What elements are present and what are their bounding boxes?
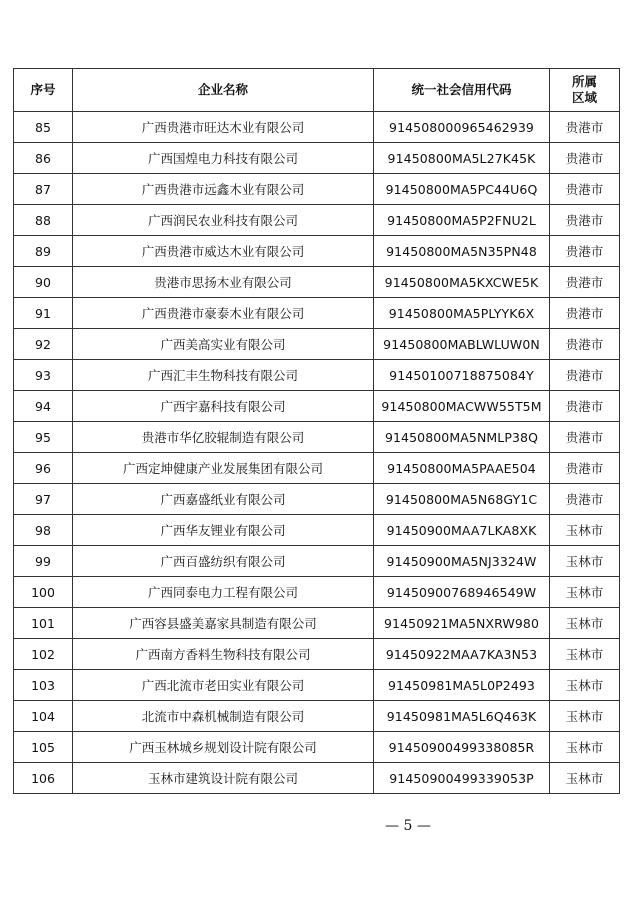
company-name-cell: 玉林市建筑设计院有限公司: [73, 763, 374, 794]
company-name-cell: 贵港市思扬木业有限公司: [73, 267, 374, 298]
table-row: [14, 701, 620, 732]
region-cell: 贵港市: [550, 360, 620, 391]
region-cell: 玉林市: [550, 763, 620, 794]
serial-number-cell: 87: [14, 174, 73, 205]
region-cell: 玉林市: [550, 732, 620, 763]
credit-code-cell: 914509007689465​49W: [374, 577, 550, 608]
company-name-cell: 广西定坤健康产业发展集团有限公司: [73, 453, 374, 484]
region-cell: 贵港市: [550, 267, 620, 298]
company-name-cell: 贵港市华亿胶辊制造有限公司: [73, 422, 374, 453]
credit-code-cell: 91450800MA5PLYYK6X: [374, 298, 550, 329]
company-name-cell: 北流市中森机械制造有限公司: [73, 701, 374, 732]
region-cell: 玉林市: [550, 639, 620, 670]
serial-number-cell: 101: [14, 608, 73, 639]
header-region-line2: 区域: [571, 90, 597, 105]
credit-code-cell: 91450800MA5P2FNU2L: [374, 205, 550, 236]
credit-code-cell: 91450800MACWW55T5M: [374, 391, 550, 422]
table-row: [14, 236, 620, 267]
credit-code-cell: 91450800MA5PC44U6Q: [374, 174, 550, 205]
table-row: [14, 639, 620, 670]
region-cell: 玉林市: [550, 515, 620, 546]
table-row: [14, 298, 620, 329]
header-serial-number: 序号: [14, 69, 73, 112]
serial-number-cell: 106: [14, 763, 73, 794]
table-row: [14, 143, 620, 174]
table-row: [14, 546, 620, 577]
region-cell: 贵港市: [550, 236, 620, 267]
credit-code-cell: 91450900MA5NJ3324W: [374, 546, 550, 577]
region-cell: 贵港市: [550, 484, 620, 515]
credit-code-cell: 91450800MA5N35PN48: [374, 236, 550, 267]
serial-number-cell: 91: [14, 298, 73, 329]
company-name-cell: 广西嘉盛纸业有限公司: [73, 484, 374, 515]
serial-number-cell: 103: [14, 670, 73, 701]
serial-number-cell: 105: [14, 732, 73, 763]
header-region: [550, 69, 620, 112]
serial-number-cell: 98: [14, 515, 73, 546]
region-cell: 贵港市: [550, 143, 620, 174]
table-row: [14, 732, 620, 763]
credit-code-cell: 91450900MAA7LKA8XK: [374, 515, 550, 546]
serial-number-cell: 89: [14, 236, 73, 267]
table-row: [14, 453, 620, 484]
credit-code-cell: 91450800MA5KXCWE5K: [374, 267, 550, 298]
serial-number-cell: 102: [14, 639, 73, 670]
company-name-cell: 广西玉林城乡规划设计院有限公司: [73, 732, 374, 763]
region-cell: 玉林市: [550, 546, 620, 577]
credit-code-cell: 91450800MA5N68GY1C: [374, 484, 550, 515]
company-name-cell: 广西贵港市远鑫木业有限公司: [73, 174, 374, 205]
serial-number-cell: 104: [14, 701, 73, 732]
region-cell: 贵港市: [550, 205, 620, 236]
table-row: [14, 763, 620, 794]
table-row: [14, 174, 620, 205]
company-name-cell: 广西汇丰生物科技有限公司: [73, 360, 374, 391]
table-row: [14, 484, 620, 515]
serial-number-cell: 88: [14, 205, 73, 236]
region-cell: 玉林市: [550, 577, 620, 608]
serial-number-cell: 85: [14, 112, 73, 143]
serial-number-cell: 99: [14, 546, 73, 577]
region-cell: 玉林市: [550, 670, 620, 701]
credit-code-cell: 91450922MAA7KA3N53: [374, 639, 550, 670]
company-name-cell: 广西宇嘉科技有限公司: [73, 391, 374, 422]
region-cell: 贵港市: [550, 112, 620, 143]
region-cell: 玉林市: [550, 701, 620, 732]
credit-code-cell: 91450900499338085R: [374, 732, 550, 763]
region-cell: 贵港市: [550, 391, 620, 422]
credit-code-cell: 91450800MA5PAAE504: [374, 453, 550, 484]
serial-number-cell: 97: [14, 484, 73, 515]
region-cell: 贵港市: [550, 329, 620, 360]
table-row: [14, 360, 620, 391]
company-name-cell: 广西北流市老田实业有限公司: [73, 670, 374, 701]
company-name-cell: 广西润民农业科技有限公司: [73, 205, 374, 236]
serial-number-cell: 95: [14, 422, 73, 453]
credit-code-cell: 91450981MA5L0P2493: [374, 670, 550, 701]
credit-code-cell: 91450100718875084Y: [374, 360, 550, 391]
company-name-cell: 广西南方香料生物科技有限公司: [73, 639, 374, 670]
table-row: [14, 577, 620, 608]
credit-code-cell: 91450800MABLWLUW0N: [374, 329, 550, 360]
company-name-cell: 广西华友锂业有限公司: [73, 515, 374, 546]
company-name-cell: 广西贵港市豪泰木业有限公司: [73, 298, 374, 329]
table-row: [14, 608, 620, 639]
header-region-line1: 所属: [571, 74, 597, 89]
serial-number-cell: 92: [14, 329, 73, 360]
company-name-cell: 广西百盛纺织有限公司: [73, 546, 374, 577]
region-cell: 玉林市: [550, 608, 620, 639]
table-row: [14, 112, 620, 143]
credit-code-cell: 91450981MA5L6Q463K: [374, 701, 550, 732]
table-row: [14, 670, 620, 701]
credit-code-cell: 91450921MA5NXRW980: [374, 608, 550, 639]
credit-code-cell: 91450800MA5NMLP38Q: [374, 422, 550, 453]
header-credit-code: 统一社会信用代码: [374, 69, 550, 112]
company-name-cell: 广西同泰电力工程有限公司: [73, 577, 374, 608]
serial-number-cell: 94: [14, 391, 73, 422]
table-row: [14, 391, 620, 422]
table-body: [14, 112, 620, 794]
region-cell: 贵港市: [550, 298, 620, 329]
table-row: [14, 329, 620, 360]
credit-code-cell: 914508000965462939: [374, 112, 550, 143]
region-cell: 贵港市: [550, 453, 620, 484]
company-name-cell: 广西贵港市旺达木业有限公司: [73, 112, 374, 143]
region-cell: 贵港市: [550, 174, 620, 205]
serial-number-cell: 86: [14, 143, 73, 174]
serial-number-cell: 93: [14, 360, 73, 391]
region-cell: 贵港市: [550, 422, 620, 453]
header-company-name: 企业名称: [73, 69, 374, 112]
table-header-row: [14, 69, 620, 112]
company-name-cell: 广西国煌电力科技有限公司: [73, 143, 374, 174]
company-name-cell: 广西贵港市威达木业有限公司: [73, 236, 374, 267]
table-row: [14, 515, 620, 546]
serial-number-cell: 96: [14, 453, 73, 484]
credit-code-cell: 91450900499339053P: [374, 763, 550, 794]
credit-code-cell: 91450800MA5L27K45K: [374, 143, 550, 174]
table-row: [14, 205, 620, 236]
company-name-cell: 广西美高实业有限公司: [73, 329, 374, 360]
page-number-text: — 5 —: [385, 818, 431, 834]
table-row: [14, 267, 620, 298]
table-row: [14, 422, 620, 453]
serial-number-cell: 100: [14, 577, 73, 608]
serial-number-cell: 90: [14, 267, 73, 298]
page-number: [0, 818, 640, 834]
company-name-cell: 广西容县盛美嘉家具制造有限公司: [73, 608, 374, 639]
enterprise-table: [13, 68, 620, 794]
